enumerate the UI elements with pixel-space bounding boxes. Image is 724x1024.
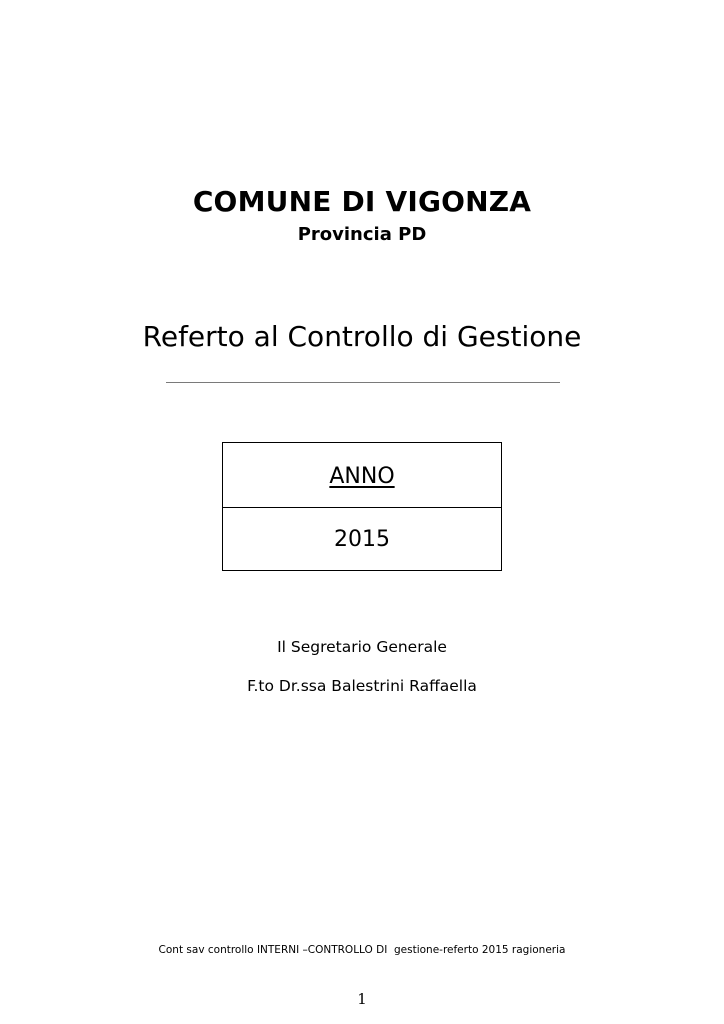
signer-name: F.to Dr.ssa Balestrini Raffaella <box>247 677 477 695</box>
footer-file-reference: Cont sav controllo INTERNI –CONTROLLO DI gestione-referto 2015 ragioneria <box>158 944 566 956</box>
year-label: ANNO <box>329 464 395 489</box>
signer-role: Il Segretario Generale <box>277 638 447 656</box>
page-number: 1 <box>357 990 367 1008</box>
year-label-cell <box>223 462 501 492</box>
municipality-name: COMUNE DI VIGONZA <box>192 185 532 218</box>
title-underline-divider <box>166 382 560 383</box>
year-box-divider <box>223 507 501 508</box>
year-value: 2015 <box>334 527 390 552</box>
report-title: Referto al Controllo di Gestione <box>142 320 582 353</box>
province-label: Provincia PD <box>297 224 427 245</box>
year-box <box>222 442 502 571</box>
